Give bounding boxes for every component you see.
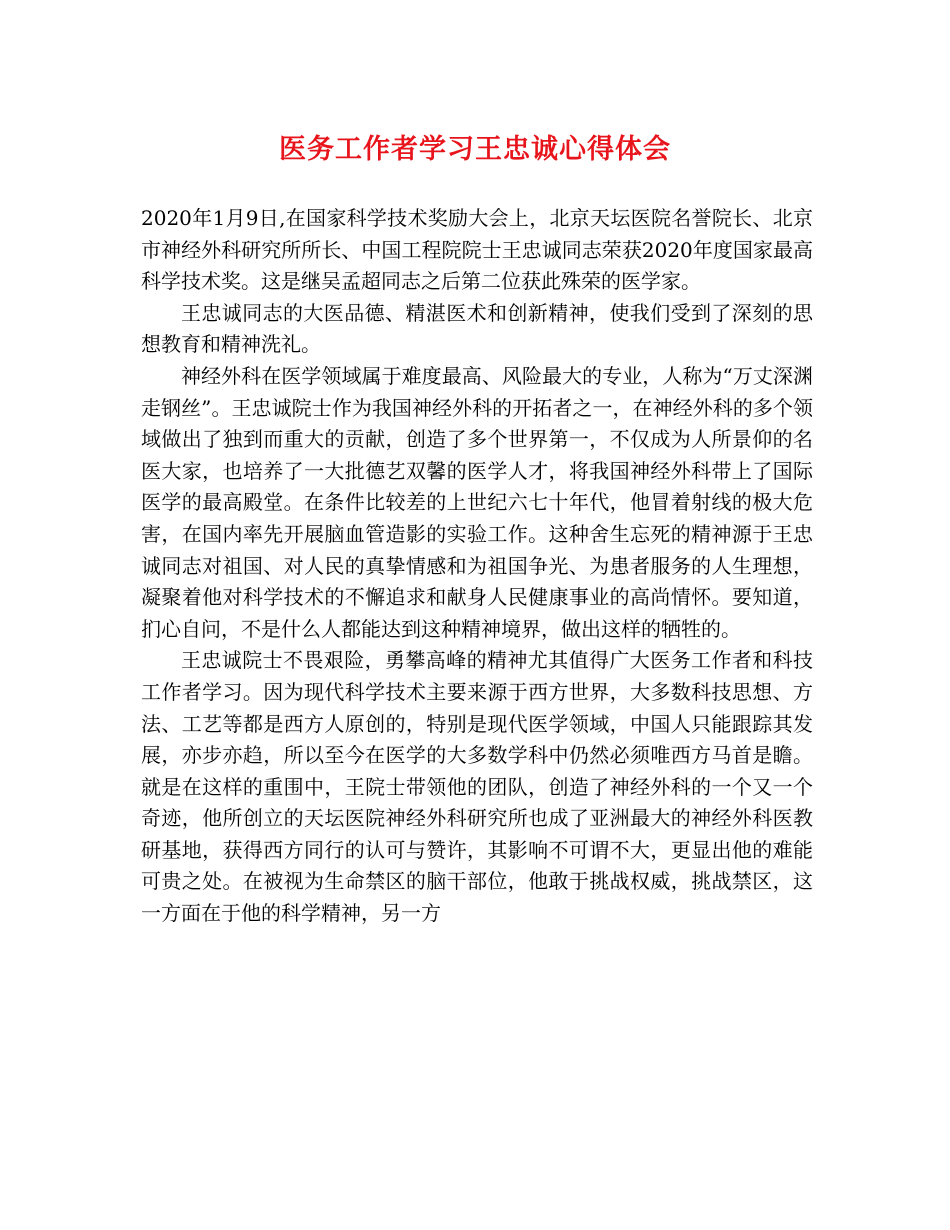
paragraph-climbing-peaks: 王忠诚院士不畏艰险，勇攀高峰的精神尤其值得广大医务工作者和科技工作者学习。因为现代科学技术主要来源于西方世界，大多数科技思想、方法、工艺等都是西方人原创的，特别是现代医学领域，中国人只能跟踪其发展，亦步亦趋，所以至今在医学的大多数学科中仍然必须唯西方马首是瞻。就是在这样的重围中，王院士带领他的团队，创造了神经外科的一个又一个奇迹，他所创立的天坛医院神经外科研究所也成了亚洲最大的神经外科医教研基地，获得西方同行的认可与赞许，其影响不可谓不大，更显出他的难能可贵之处。在被视为生命禁区的脑干部位，他敢于挑战权威，挑战禁区，这一方面在于他的科学精神，另一方 [141,648,813,926]
paragraph-award-announcement: 2020年1月9日,在国家科学技术奖励大会上，北京天坛医院名誉院长、北京市神经外科研究所所长、中国工程院院士王忠诚同志荣获2020年度国家最高科学技术奖。这是继吴孟超同志之后第二位获此殊荣的医学家。 [141,206,813,294]
document-title: 医务工作者学习王忠诚心得体会 [279,134,671,165]
paragraph-spirit-education: 王忠诚同志的大医品德、精湛医术和创新精神，使我们受到了深刻的思想教育和精神洗礼。 [141,300,813,357]
document-body [141,203,813,930]
paragraph-neurosurgery-contributions: 神经外科在医学领域属于难度最高、风险最大的专业，人称为“万丈深渊走钢丝”。王忠诚院士作为我国神经外科的开拓者之一，在神经外科的多个领域做出了独到而重大的贡献，创造了多个世界第一，不仅成为人所景仰的名医大家，也培养了一大批德艺双馨的医学人才，将我国神经外科带上了国际医学的最高殿堂。在条件比较差的上世纪六七十年代，他冒着射线的极大危害，在国内率先开展脑血管造影的实验工作。这种舍生忘死的精神源于王忠诚同志对祖国、对人民的真挚情感和为祖国争光、为患者服务的人生理想，凝聚着他对科学技术的不懈追求和献身人民健康事业的高尚情怀。要知道，扪心自问，不是什么人都能达到这种精神境界，做出这样的牺牲的。 [141,363,813,641]
